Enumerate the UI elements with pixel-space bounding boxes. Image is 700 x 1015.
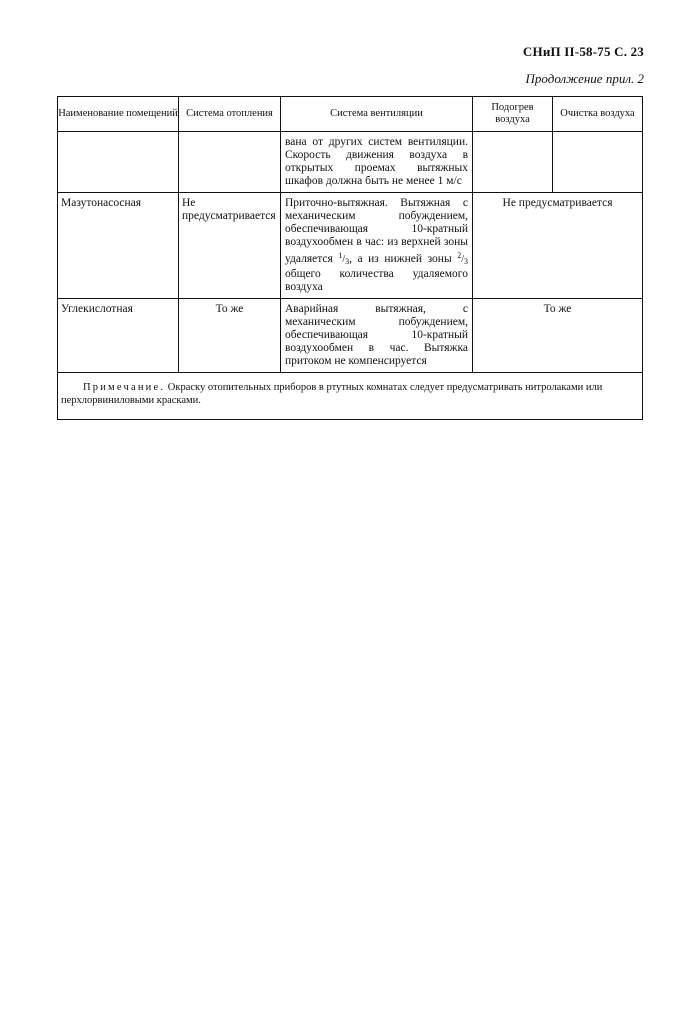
cell-heating: Не предусматривается [179, 193, 281, 299]
column-header-name: Наименование помещений [58, 97, 179, 132]
document-reference: СНиП II-58-75 С. 23 [522, 44, 644, 59]
cell-ventilation: Аварийная вытяжная, с механическим побуждением, обеспечивающая 10-кратный воздухообмен в час. Вытяжка притоком не компенсируется [281, 299, 473, 373]
column-header-ventilation: Система вентиляции [281, 97, 473, 132]
cell-heating: То же [179, 299, 281, 373]
note-text: Окраску отопительных приборов в ртутных комнатах следует предусматривать нитролаками или перхлорвиниловыми красками. [61, 382, 603, 406]
table-row [58, 132, 643, 193]
cell-name: Углекислотная [58, 299, 179, 373]
fraction-numerator: 2 [457, 251, 462, 260]
cell-ventilation [281, 193, 473, 299]
column-header-air-cleaning: Очистка воздуха [553, 97, 643, 132]
table-row [58, 299, 643, 373]
vent-text-c: общего количества удаляемого воздуха [285, 268, 468, 293]
column-header-air-heating: Подогрев воздуха [473, 97, 553, 132]
vent-text-a: Приточно-вытяжная. Вытяжная с механическим побуждением, обеспечивающая 10-кратный воздухообмен в час: из верхней зоны удаляется [285, 197, 468, 265]
ventilation-table [57, 96, 643, 420]
table-header-row [58, 97, 643, 132]
fraction-denominator: 3 [464, 257, 468, 266]
table-row [58, 193, 643, 299]
vent-text-b: , а из нижней зоны [349, 253, 458, 265]
table-note [58, 373, 643, 420]
fraction-denominator: 3 [345, 257, 350, 266]
fraction-one-third: $^1/_3$ [338, 251, 350, 266]
fraction-numerator: 1 [338, 251, 343, 260]
column-header-heating: Система отопления [179, 97, 281, 132]
cell-merged-heating-cleaning: Не предусматривается [473, 193, 643, 299]
continuation-label: Продолжение прил. 2 [525, 71, 644, 86]
fraction-two-thirds: $^2/_3$ [457, 251, 468, 266]
cell-name [58, 132, 179, 193]
cell-air-heating [473, 132, 553, 193]
cell-heating [179, 132, 281, 193]
note-label: Примечание. [83, 382, 166, 393]
cell-air-cleaning [553, 132, 643, 193]
cell-merged-heating-cleaning: То же [473, 299, 643, 373]
note-row [58, 373, 643, 420]
cell-ventilation: вана от других систем вентиляции. Скорость движения воздуха в открытых проемах вытяжных шкафов должна быть не менее 1 м/с [281, 132, 473, 193]
cell-name: Мазутонасосная [58, 193, 179, 299]
